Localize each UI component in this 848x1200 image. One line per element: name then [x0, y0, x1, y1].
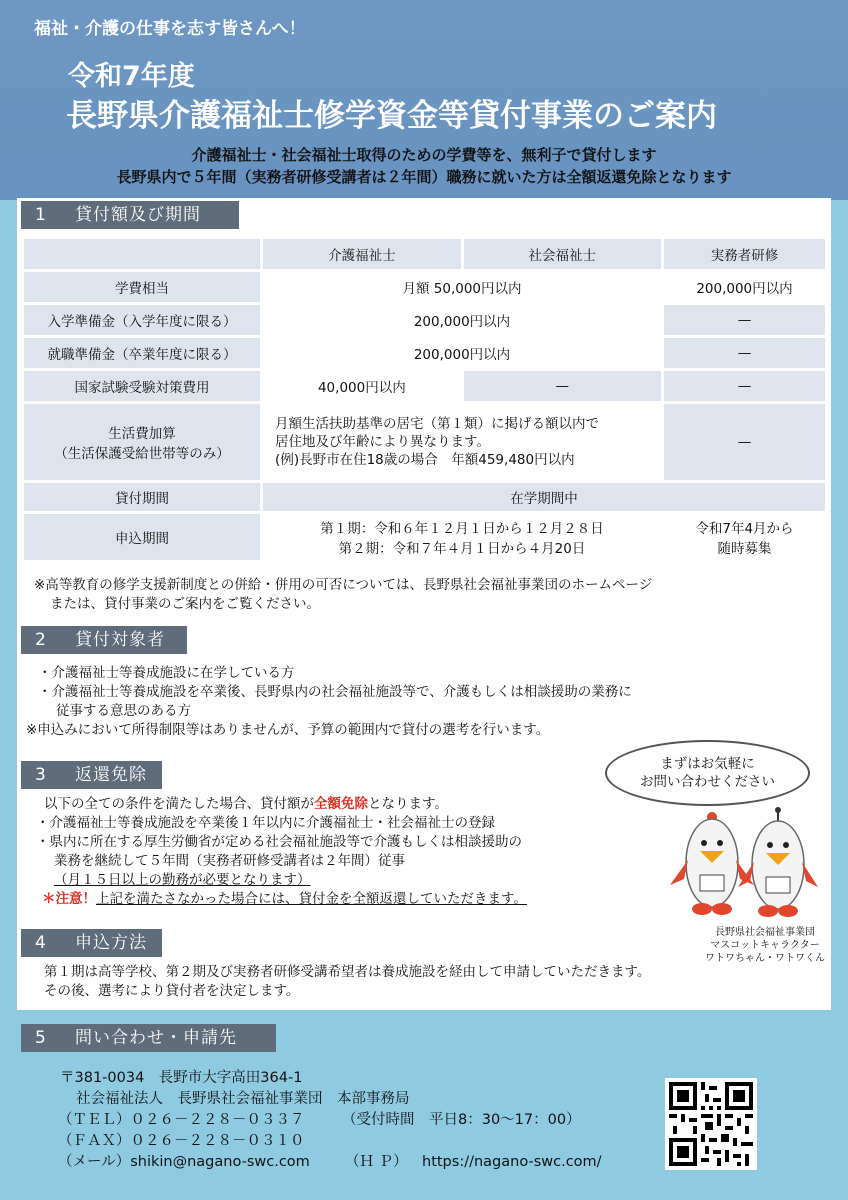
method-line-1: 第１期は高等学校、第２期及び実務者研修受講希望者は養成施設を経由して申請していただきます。	[44, 964, 651, 980]
living-line-1: 月額生活扶助基準の居宅（第１類）に掲げる額以内で	[275, 416, 600, 432]
fiscal-year: 令和7年度	[68, 61, 195, 92]
section-1-title: 貸付額及び期間	[75, 205, 201, 225]
mascot-caption-1: 長野県社会福祉事業団	[715, 927, 815, 938]
col-shakai: 社会福祉士	[464, 239, 661, 269]
section-1-note-2: または、貸付事業のご案内をご覧ください。	[50, 596, 320, 612]
table-row	[24, 338, 825, 368]
contact-email[interactable]: （メール）shikin@nagano-swc.com	[58, 1154, 310, 1170]
col-kaigo: 介護福祉士	[263, 239, 461, 269]
mascot-watowa-kun	[738, 807, 818, 917]
section-2-heading	[21, 626, 187, 654]
table-corner	[24, 239, 260, 269]
warning-label: ＊注意！	[42, 891, 96, 907]
section-3-heading	[21, 761, 162, 789]
table-row	[24, 514, 825, 560]
contact-organization: 社会福祉法人 長野県社会福祉事業団 本部事務局	[76, 1091, 410, 1107]
mascot-caption-2: マスコットキャラクター	[710, 940, 820, 951]
list-item: 業務を継続して５年間（実務者研修受講者は２年間）従事	[54, 853, 405, 869]
section-4-heading	[21, 929, 162, 957]
qr-code-graphic	[669, 1082, 753, 1166]
section-1-heading	[21, 201, 239, 229]
entry-value: 200,000円以内	[263, 305, 661, 335]
table-row	[24, 483, 825, 511]
list-item: ・介護福祉士等養成施設に在学している方	[38, 665, 295, 681]
exam-value-shakai: —	[464, 371, 661, 401]
exam-value-jitsumu: —	[664, 371, 825, 401]
section-5-heading	[21, 1024, 276, 1052]
section-2-number: 2	[35, 630, 47, 650]
section-4-title: 申込方法	[75, 933, 147, 953]
section-3-title: 返還免除	[75, 765, 147, 785]
subtitle-2: 長野県内で５年間（実務者研修受講者は２年間）職務に就いた方は全額返還免除となります	[116, 168, 732, 186]
table-header-row	[24, 239, 825, 269]
intro-text-a: 以下の全ての条件を満たした場合、貸付額が	[44, 796, 314, 812]
bubble-line-2: お問い合わせください	[640, 774, 775, 790]
section-5-title: 問い合わせ・申請先	[75, 1028, 237, 1048]
section-4-number: 4	[35, 933, 47, 953]
contact-hours: （受付時間 平日8：30～17：00）	[342, 1112, 581, 1128]
list-item: ・県内に所在する厚生労働省が定める社会福祉施設等で介護もしくは相談援助の	[36, 834, 522, 850]
row-label-exam: 国家試験受験対策費用	[24, 371, 260, 401]
contact-fax: （ＦＡＸ）０２６－２２８－０３１０	[58, 1133, 305, 1149]
living-line-3: (例)長野市在住18歳の場合 年額459,480円以内	[275, 452, 575, 468]
job-value: 200,000円以内	[263, 338, 661, 368]
application-method	[44, 963, 650, 1001]
list-item: ・介護福祉士等養成施設を卒業後１年以内に介護福祉士・社会福祉士の登録	[36, 815, 495, 831]
bubble-line-1: まずはお気軽に	[660, 756, 755, 772]
apply-period-jitsumu	[664, 514, 825, 560]
loan-table	[21, 236, 828, 563]
living-label-2: （生活保護受給世帯等のみ）	[54, 446, 230, 462]
subtitle-1: 介護福祉士・社会福祉士取得のための学費等を、無利子で貸付します	[191, 146, 657, 164]
mascot-caption	[690, 926, 840, 965]
mascot-watowa-chan	[670, 812, 754, 915]
row-label-living	[24, 404, 260, 480]
section-1-note-1: ※高等教育の修学支援新制度との併給・併用の可否については、長野県社会福祉事業団のホームページ	[34, 577, 653, 593]
living-line-2: 居住地及び年齢により異なります。	[275, 434, 490, 450]
row-label-apply: 申込期間	[24, 514, 260, 560]
intro-text-highlight: 全額免除	[314, 796, 368, 812]
apply-period-value	[263, 514, 661, 560]
apply-line-1: 第１期：令和６年１２月１日から１２月２８日	[320, 521, 604, 537]
job-value-jitsumu: —	[664, 338, 825, 368]
intro-text-b: となります。	[368, 796, 448, 812]
tuition-value-jitsumu: 200,000円以内	[664, 272, 825, 302]
section-2-title: 貸付対象者	[75, 630, 165, 650]
table-row	[24, 371, 825, 401]
living-label-1: 生活費加算	[108, 426, 176, 442]
method-line-2: その後、選考により貸付者を決定します。	[44, 983, 300, 999]
table-row	[24, 404, 825, 480]
contact-hp-label: （Ｈ Ｐ）	[345, 1154, 408, 1170]
apply-jitsumu-2: 随時募集	[717, 541, 772, 557]
tuition-value: 月額 50,000円以内	[263, 272, 661, 302]
eligibility-list	[26, 664, 632, 740]
apply-jitsumu-1: 令和7年4月から	[695, 521, 794, 537]
section-3-number: 3	[35, 765, 47, 785]
row-label-job: 就職準備金（卒業年度に限る）	[24, 338, 260, 368]
tagline: 福祉・介護の仕事を志す皆さんへ！	[34, 19, 306, 39]
apply-line-2: 第２期：令和７年４月１日から４月20日	[338, 541, 586, 557]
period-value: 在学期間中	[263, 483, 825, 511]
row-label-tuition: 学費相当	[24, 272, 260, 302]
list-item: ・介護福祉士等養成施設を卒業後、長野県内の社会福祉施設等で、介護もしくは相談援助の業務に	[38, 684, 632, 700]
list-item: 従事する意思のある方	[56, 703, 191, 719]
row-label-entry: 入学準備金（入学年度に限る）	[24, 305, 260, 335]
contact-tel: （ＴＥＬ）０２６－２２８－０３３７	[58, 1112, 305, 1128]
exemption-warning	[42, 890, 527, 909]
row-label-period: 貸付期間	[24, 483, 260, 511]
qr-code[interactable]	[665, 1078, 757, 1170]
table-row	[24, 305, 825, 335]
section-1-number: 1	[35, 205, 47, 225]
exemption-conditions	[36, 795, 527, 909]
living-value	[263, 404, 661, 480]
table-row	[24, 272, 825, 302]
mascot-caption-3: ワトワちゃん・ワトワくん	[705, 953, 825, 964]
exam-value-kaigo: 40,000円以内	[263, 371, 461, 401]
section-5-number: 5	[35, 1028, 47, 1048]
speech-bubble	[605, 740, 810, 806]
list-item: （月１５日以上の勤務が必要となります）	[54, 872, 311, 888]
col-jitsumu: 実務者研修	[664, 239, 825, 269]
contact-website-link[interactable]: https://nagano-swc.com/	[422, 1154, 602, 1170]
mascot-illustration	[660, 805, 820, 925]
page-title: 長野県介護福祉士修学資金等貸付事業のご案内	[66, 98, 717, 134]
exemption-intro	[44, 795, 527, 814]
contact-address: 〒381-0034 長野市大字高田364-1	[60, 1070, 303, 1086]
list-item: ※申込みにおいて所得制限等はありませんが、予算の範囲内で貸付の選考を行います。	[26, 722, 550, 738]
warning-text: 上記を満たさなかった場合には、貸付金を全額返還していただきます。	[96, 891, 527, 907]
entry-value-jitsumu: —	[664, 305, 825, 335]
living-value-jitsumu: —	[664, 404, 825, 480]
